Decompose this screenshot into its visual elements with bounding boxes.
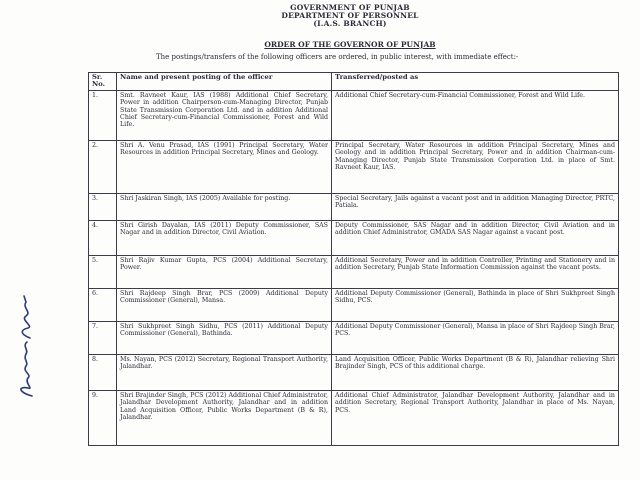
intro-paragraph: The postings/transfers of the following officers are ordered, in public interest, with immediate effect:- (156, 53, 519, 61)
posted-cell: Additional Chief Secretary-cum-Financial Commissioner, Forest and Wild Life. (332, 90, 619, 140)
table-row (89, 354, 619, 390)
posted-cell: Deputy Commissioner, SAS Nagar and in addition Director, Civil Aviation and in addition Chief Administrator, GMADA SAS Nagar against a vacant post. (332, 220, 619, 255)
table-row (89, 255, 619, 288)
header-name-posting: Name and present posting of the officer (117, 73, 332, 91)
officer-cell: Ms. Nayan, PCS (2012) Secretary, Regional Transport Authority, Jalandhar. (117, 354, 332, 390)
posted-cell: Principal Secretary, Water Resources in addition Principal Secretary, Mines and Geology and in addition Principal Secretary, Power and in addition Chairman-cum-Managing Director, Punjab State Transmission Corporation Ltd. in place of Smt. Ravneet Kaur, IAS. (332, 140, 619, 193)
postings-table (88, 72, 619, 446)
sr-cell: 6. (89, 288, 117, 321)
header-transferred: Transferred/posted as (332, 73, 619, 91)
officer-cell: Smt. Ravneet Kaur, IAS (1988) Additional Chief Secretary, Power in addition Chairperson-cum-Managing Director, Punjab State Transmission Corporation Ltd. and in addition Additional Chief Secretary-cum-Financial Commissioner, Forest and Wild Life. (117, 90, 332, 140)
handwritten-signature (14, 290, 38, 400)
sr-cell: 9. (89, 390, 117, 445)
header-sr-no: Sr. No. (89, 73, 117, 91)
posted-cell: Special Secretary, Jails against a vacant post and in addition Managing Director, PRTC, Patiala. (332, 193, 619, 220)
order-title: ORDER OF THE GOVERNOR OF PUNJAB (264, 40, 436, 49)
table-header-row (89, 73, 619, 91)
posted-cell: Additional Chief Administrator, Jalandhar Development Authority, Jalandhar and in addition Secretary, Regional Transport Authority, Jalandhar in place of Ms. Nayan, PCS. (332, 390, 619, 445)
posted-cell: Additional Deputy Commissioner (General), Bathinda in place of Shri Sukhpreet Singh Sidhu, PCS. (332, 288, 619, 321)
sr-cell: 5. (89, 255, 117, 288)
table-row (89, 390, 619, 445)
table-row (89, 220, 619, 255)
posted-cell: Additional Deputy Commissioner (General), Mansa in place of Shri Rajdeep Singh Brar, PCS. (332, 321, 619, 354)
table-row (89, 288, 619, 321)
department-heading: DEPARTMENT OF PERSONNEL (281, 11, 419, 20)
government-heading: GOVERNMENT OF PUNJAB (290, 3, 410, 12)
sr-cell: 3. (89, 193, 117, 220)
officer-cell: Shri Girish Dayalan, IAS (2011) Deputy Commissioner, SAS Nagar and in addition Director, Civil Aviation. (117, 220, 332, 255)
officer-cell: Shri Rajdeep Singh Brar, PCS (2009) Additional Deputy Commissioner (General), Mansa. (117, 288, 332, 321)
officer-cell: Shri Brajinder Singh, PCS (2012) Additional Chief Administrator, Jalandhar Development Authority, Jalandhar and in addition Land Acquisition Officer, Public Works Department (B & R), Jalandhar. (117, 390, 332, 445)
sr-cell: 2. (89, 140, 117, 193)
table-row (89, 90, 619, 140)
branch-heading: (I.A.S. BRANCH) (313, 19, 387, 28)
table-row (89, 321, 619, 354)
officer-cell: Shri Sukhpreet Singh Sidhu, PCS (2011) Additional Deputy Commissioner (General), Bathinda. (117, 321, 332, 354)
sr-cell: 1. (89, 90, 117, 140)
sr-cell: 7. (89, 321, 117, 354)
posted-cell: Land Acquisition Officer, Public Works Department (B & R), Jalandhar relieving Shri Brajinder Singh, PCS of this additional charge. (332, 354, 619, 390)
table-row (89, 193, 619, 220)
posted-cell: Additional Secretary, Power and in addition Controller, Printing and Stationery and in addition Secretary, Punjab State Information Commission against the vacant posts. (332, 255, 619, 288)
sr-cell: 4. (89, 220, 117, 255)
sr-cell: 8. (89, 354, 117, 390)
officer-cell: Shri Rajiv Kumar Gupta, PCS (2004) Additional Secretary, Power. (117, 255, 332, 288)
table-row (89, 140, 619, 193)
officer-cell: Shri Jaskiran Singh, IAS (2005) Available for posting. (117, 193, 332, 220)
officer-cell: Shri A. Venu Prasad, IAS (1991) Principal Secretary, Water Resources in addition Principal Secretary, Mines and Geology. (117, 140, 332, 193)
